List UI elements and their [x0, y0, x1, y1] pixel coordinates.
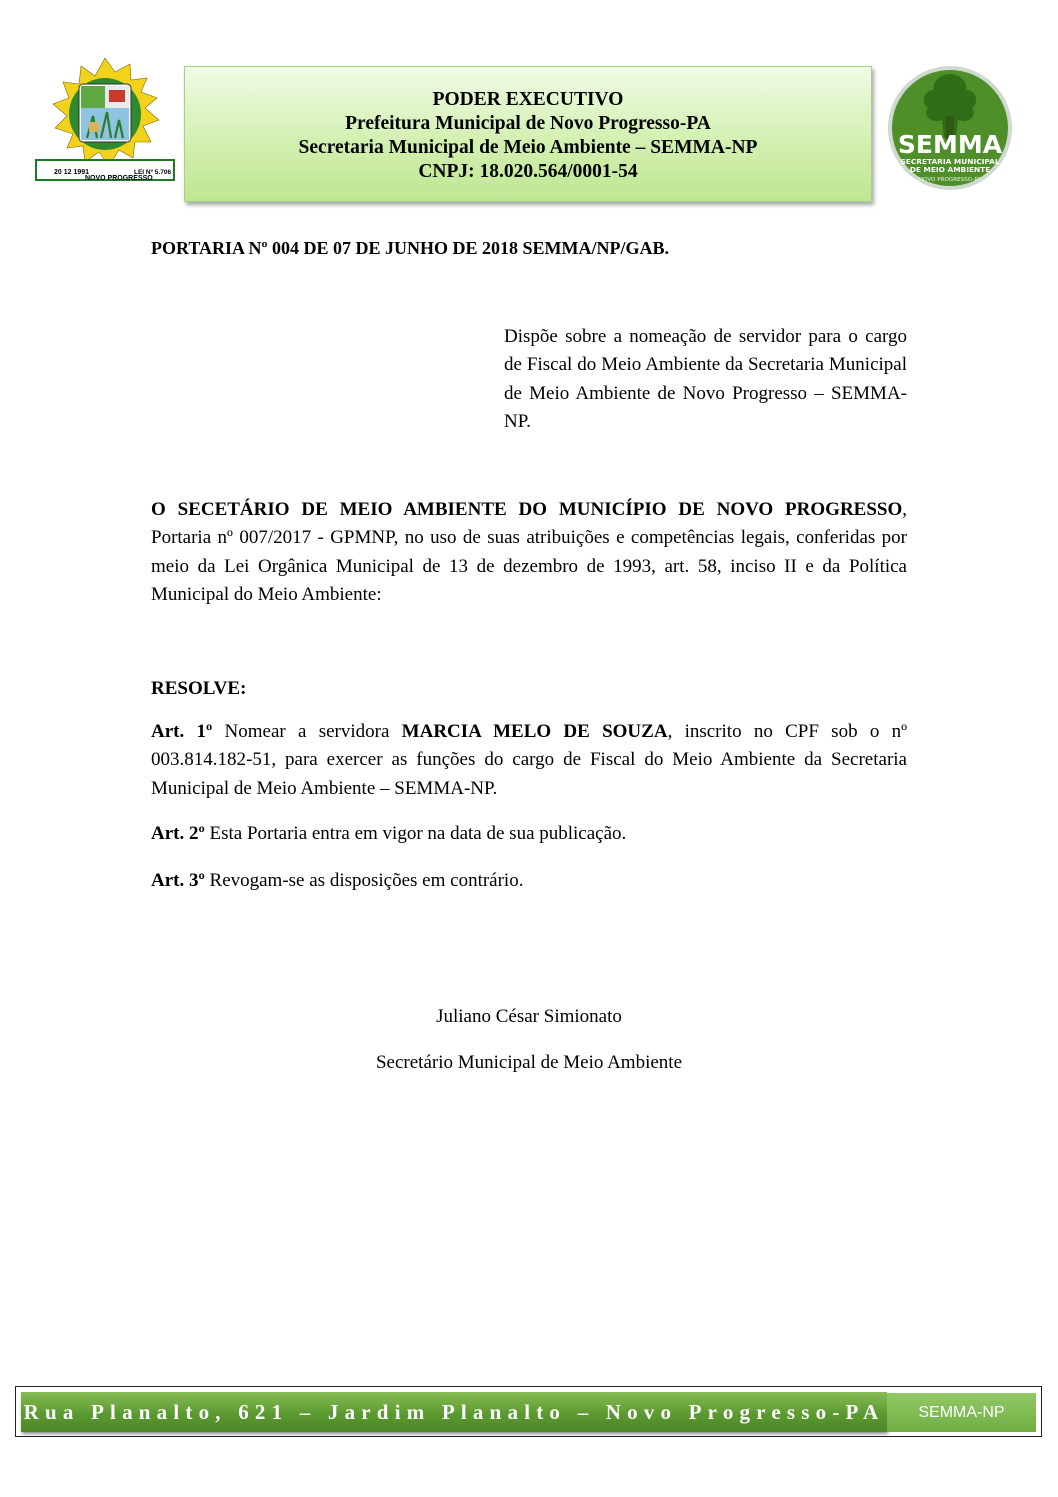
footer-address: Rua Planalto, 621 – Jardim Planalto – Novo Progresso-PA: [23, 1399, 885, 1424]
svg-text:LEI Nº 5.706: LEI Nº 5.706: [134, 169, 172, 176]
article-1-label: Art. 1º: [151, 721, 213, 742]
portaria-title: PORTARIA Nº 004 DE 07 DE JUNHO DE 2018 SEMMA/NP/GAB.: [151, 238, 669, 258]
signer-role: Secretário Municipal de Meio Ambiente: [375, 1052, 683, 1073]
preamble: [151, 496, 907, 609]
svg-text:NOVO PROGRESSO: NOVO PROGRESSO: [85, 175, 153, 182]
svg-text:DE MEIO AMBIENTE: DE MEIO AMBIENTE: [909, 165, 991, 174]
article-3-label: Art. 3º: [151, 870, 205, 891]
preamble-authority: O SECETÁRIO DE MEIO AMBIENTE DO MUNICÍPIO DE NOVO PROGRESSO: [151, 499, 903, 520]
footer-address-bar: [21, 1392, 887, 1432]
semma-logo-icon: [886, 60, 1014, 192]
article-3-text: Revogam-se as disposições em contrário.: [204, 870, 524, 891]
header-line-1: PODER EXECUTIVO: [432, 89, 624, 110]
resolve-heading: RESOLVE:: [151, 678, 247, 699]
footer-tag-label: SEMMA-NP: [918, 1403, 1005, 1421]
coat-of-arms-icon: [30, 56, 180, 196]
article-2-label: Art. 2º: [151, 823, 205, 844]
article-1-appointee-name: MARCIA MELO DE SOUZA: [401, 721, 668, 742]
ementa: Dispõe sobre a nomeação de servidor para o cargo de Fiscal do Meio Ambiente da Secretaria Municipal de Meio Ambiente de Novo Progresso – SEMMA-NP.: [504, 326, 907, 432]
article-1: [151, 718, 907, 803]
article-2-text: Esta Portaria entra em vigor na data de sua publicação.: [204, 823, 627, 844]
svg-text:SEMMA: SEMMA: [897, 130, 1003, 159]
article-3: [151, 867, 907, 895]
signer-name: Juliano César Simionato: [436, 1006, 622, 1027]
letterhead-box: [184, 66, 872, 202]
header-line-2: Prefeitura Municipal de Novo Progresso-PA: [345, 113, 711, 134]
svg-text:NOVO PROGRESSO-PA: NOVO PROGRESSO-PA: [918, 177, 982, 183]
footer-tag: [887, 1393, 1036, 1432]
article-1-text-post: , inscrito no CPF sob o nº 003.814.182-51, para exercer as funções do cargo de Fiscal do Meio Ambiente da Secretaria Municipal de Meio Ambiente – SEMMA-NP.: [151, 721, 907, 799]
preamble-text: , Portaria nº 007/2017 - GPMNP, no uso de suas atribuições e competências legais, conferidas por meio da Lei Orgânica Municipal de 13 de dezembro de 1993, art. 58, inciso II e da Política Municipal do Meio Ambiente:: [151, 499, 907, 605]
header-line-4: CNPJ: 18.020.564/0001-54: [418, 161, 638, 182]
article-2: [151, 820, 907, 848]
svg-text:SECRETARIA MUNICIPAL: SECRETARIA MUNICIPAL: [900, 157, 1000, 166]
svg-text:20 12 1991: 20 12 1991: [54, 169, 90, 176]
article-1-text-pre: Nomear a servidora: [212, 721, 402, 742]
header-line-3: Secretaria Municipal de Meio Ambiente – SEMMA-NP: [298, 137, 758, 158]
